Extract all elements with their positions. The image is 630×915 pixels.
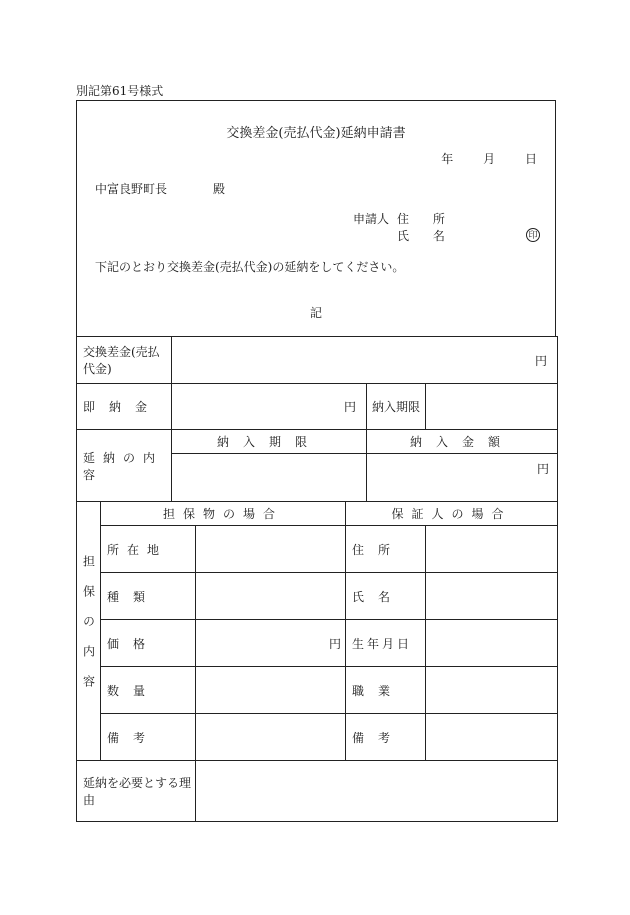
reason-row [77, 761, 558, 822]
ki-heading: 記 [309, 306, 322, 320]
request-statement: 下記のとおり交換差金(売払代金)の延納をしてください。 [95, 260, 405, 274]
immediate-label: 即納金 [77, 384, 172, 430]
exchange-label: 交換差金(売払代金) [77, 337, 172, 384]
seal-mark: 印 [526, 228, 540, 242]
collateral-property-header: 担保物の場合 [101, 502, 346, 526]
applicant-label: 申請人 [353, 212, 390, 226]
collateral-label [77, 502, 101, 761]
guarantor-address-field[interactable] [426, 526, 558, 573]
guarantor-name-label: 氏名 [346, 573, 426, 620]
guarantor-header: 保証人の場合 [346, 502, 558, 526]
remarks-field[interactable] [196, 714, 346, 761]
header-section [76, 100, 556, 336]
payment-deadline-label: 納入期限 [367, 384, 426, 430]
honorific: 殿 [213, 182, 226, 196]
occupation-field[interactable] [426, 667, 558, 714]
form-number: 別記第61号様式 [76, 84, 164, 98]
reason-field[interactable] [196, 761, 558, 822]
yen-unit: 円 [328, 636, 341, 651]
guarantor-name-field[interactable] [426, 573, 558, 620]
date-year: 年 [441, 152, 454, 166]
addressee: 中富良野町長 [95, 182, 168, 196]
deferral-deadline-header: 納入期限 [172, 430, 367, 454]
price-field[interactable] [196, 620, 346, 667]
quantity-label: 数量 [101, 667, 196, 714]
collateral-row-3 [77, 620, 558, 667]
collateral-header-row [77, 502, 558, 526]
immediate-amount-field[interactable] [172, 384, 367, 430]
yen-unit: 円 [343, 400, 356, 414]
deferral-amount-field[interactable] [367, 454, 558, 502]
reason-label: 延納を必要とする理由 [77, 761, 196, 822]
collateral-row-4 [77, 667, 558, 714]
date-day: 日 [524, 152, 537, 166]
exchange-row [77, 337, 558, 384]
form-table [76, 336, 558, 822]
guarantor-remarks-label: 備考 [346, 714, 426, 761]
location-field[interactable] [196, 526, 346, 573]
remarks-label: 備考 [101, 714, 196, 761]
collateral-row-1 [77, 526, 558, 573]
yen-unit: 円 [537, 462, 550, 476]
quantity-field[interactable] [196, 667, 346, 714]
price-label: 価格 [101, 620, 196, 667]
deferral-amount-header: 納入金額 [367, 430, 558, 454]
deferral-deadline-field[interactable] [172, 454, 367, 502]
applicant-name-label: 氏 名 [397, 229, 455, 243]
guarantor-remarks-field[interactable] [426, 714, 558, 761]
kind-field[interactable] [196, 573, 346, 620]
applicant-address-label: 住 所 [397, 212, 455, 226]
birthdate-label: 生年月日 [346, 620, 426, 667]
deferral-header-row [77, 430, 558, 454]
collateral-label-text: 担保の内容 [81, 555, 96, 705]
immediate-row [77, 384, 558, 430]
form-title: 交換差金(売払代金)延納申請書 [226, 126, 406, 141]
collateral-row-2 [77, 573, 558, 620]
date-month: 月 [483, 152, 496, 166]
yen-unit: 円 [535, 353, 548, 368]
location-label: 所在地 [101, 526, 196, 573]
occupation-label: 職業 [346, 667, 426, 714]
birthdate-field[interactable] [426, 620, 558, 667]
collateral-row-5 [77, 714, 558, 761]
payment-deadline-field[interactable] [426, 384, 558, 430]
kind-label: 種類 [101, 573, 196, 620]
date-line [441, 153, 537, 165]
deferral-label: 延納の内容 [77, 430, 172, 502]
exchange-amount-field[interactable] [172, 337, 558, 384]
guarantor-address-label: 住所 [346, 526, 426, 573]
